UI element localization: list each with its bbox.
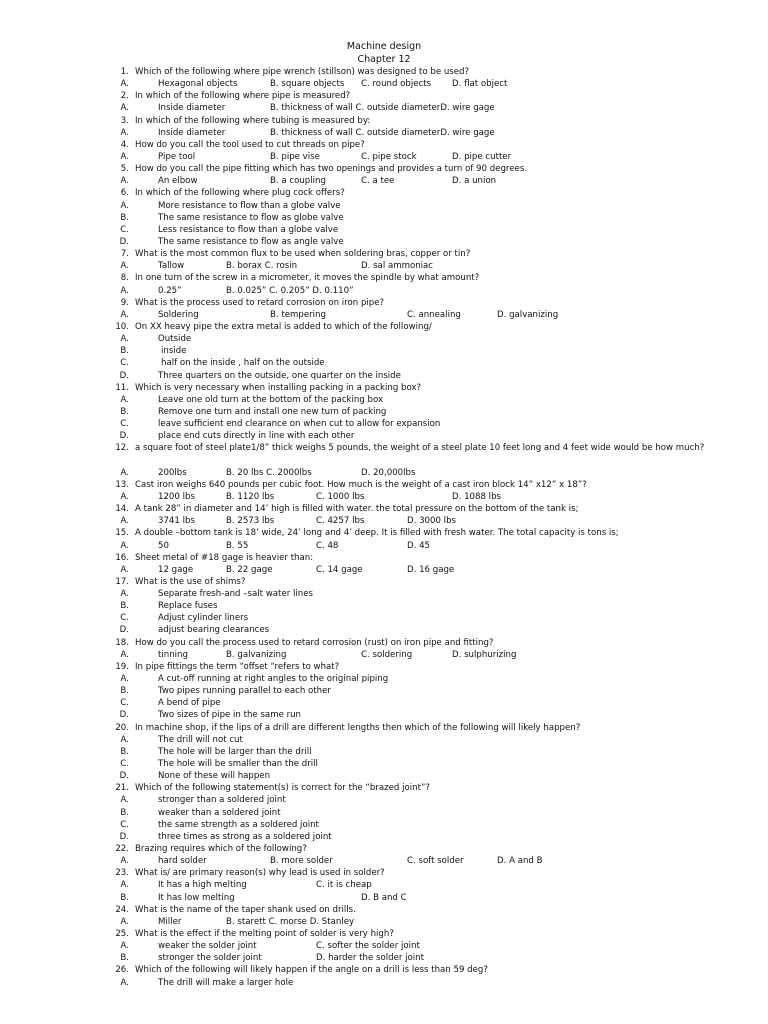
option-b: B. starett C. morse D. Stanley [226, 916, 355, 927]
option-letter: A. [120, 200, 129, 211]
option-b: B. pipe vise [270, 151, 320, 162]
option-letter: A. [120, 103, 129, 114]
question-number: 10. [115, 321, 129, 332]
option-c: C. soft solder [407, 856, 464, 867]
question-11-option-c [0, 418, 768, 430]
option-a: Miller [158, 916, 182, 927]
option-a: Inside diameter [158, 103, 226, 114]
option-d: D. galvanizing [497, 309, 559, 320]
option-a: 0.25” [158, 285, 182, 296]
option-a: Soldering [158, 309, 199, 320]
option-b: B. 22 gage [226, 564, 273, 575]
option-c: C. round objects [361, 79, 432, 90]
option-text: stronger than a soldered joint [158, 795, 286, 806]
option-letter: A. [120, 285, 129, 296]
option-b: B. a coupling [270, 176, 326, 187]
question-25 [0, 928, 768, 940]
question-number: 22. [115, 844, 129, 855]
option-letter: B. [120, 601, 129, 612]
question-6-option-b [0, 212, 768, 224]
option-text: Two sizes of pipe in the same run [158, 710, 302, 721]
question-text: What is/ are primary reason(s) why lead is used in solder? [135, 868, 385, 879]
question-8 [0, 272, 768, 284]
option-b: B. borax C. rosin [226, 261, 298, 272]
option-b: B. 1120 lbs [226, 491, 275, 502]
option-text: Remove one turn and install one new turn of packing [158, 406, 387, 417]
option-letter: C. [120, 224, 129, 235]
question-1 [0, 66, 768, 78]
option-letter: B. [120, 953, 129, 964]
option-b: B. thickness of wall C. outside diameterD. wire gage [270, 103, 495, 114]
option-d: D. 1088 lbs [452, 491, 502, 502]
option-c: C. 48 [316, 540, 339, 551]
question-text: What is the most common flux to be used when soldering bras, copper or tin? [135, 249, 471, 260]
question-9 [0, 297, 768, 309]
question-18 [0, 637, 768, 649]
question-number: 2. [120, 91, 129, 102]
option-b: B. 55 [226, 540, 249, 551]
option-c: C. 14 gage [316, 564, 363, 575]
question-number: 15. [115, 528, 129, 539]
question-5-options [0, 175, 768, 187]
option-letter: A. [120, 79, 129, 90]
option-text: The hole will be smaller than the drill [158, 759, 318, 770]
question-text: Cast iron weighs 640 pounds per cubic foot. How much is the weight of a cast iron block 14” x12” x 18”? [135, 479, 587, 490]
option-b: It has low melting [158, 892, 235, 903]
option-text: Outside [158, 334, 192, 345]
question-5 [0, 163, 768, 175]
option-b: B. 20 lbs C. 2000lbs [226, 467, 312, 478]
option-letter: D. [119, 831, 129, 842]
question-3-options [0, 127, 768, 139]
option-text: A cut-off running at right angles to the original piping [158, 674, 389, 685]
option-letter: B. [120, 746, 129, 757]
option-letter: A. [120, 516, 129, 527]
question-10-option-c [0, 357, 768, 369]
question-text: In one turn of the screw in a micrometer, it moves the spindle by what amount? [135, 273, 480, 284]
option-letter: B. [120, 892, 129, 903]
option-letter: B. [120, 212, 129, 223]
question-text: Which of the following will likely happen if the angle on a drill is less than 59 deg? [135, 965, 488, 976]
option-letter: A. [120, 334, 129, 345]
question-25-options-row-2 [0, 952, 768, 964]
question-6 [0, 187, 768, 199]
question-21-option-a [0, 794, 768, 806]
option-d: D. 20,000lbs [361, 467, 416, 478]
option-c: C. 1000 lbs [316, 491, 365, 502]
option-letter: A. [120, 916, 129, 927]
question-19-option-d [0, 709, 768, 721]
question-13 [0, 479, 768, 491]
option-letter: A. [120, 467, 129, 478]
question-11-option-d [0, 430, 768, 442]
option-a: 12 gage [158, 564, 194, 575]
question-number: 24. [115, 904, 129, 915]
question-number: 8. [120, 273, 129, 284]
question-number: 19. [115, 661, 129, 672]
question-9-options [0, 309, 768, 321]
option-a: tinning [158, 649, 188, 660]
question-20-option-d [0, 770, 768, 782]
question-text: What is the name of the taper shank used on drills. [135, 904, 356, 915]
option-d: D. flat object [452, 79, 508, 90]
question-6-option-d [0, 236, 768, 248]
option-a: Tallow [158, 261, 185, 272]
option-text: The drill will not cut [158, 734, 243, 745]
option-a: An elbow [158, 176, 198, 187]
question-6-option-c [0, 224, 768, 236]
question-17-option-d [0, 624, 768, 636]
option-letter: A. [120, 151, 129, 162]
option-letter: C. [120, 358, 129, 369]
question-16-options [0, 564, 768, 576]
question-number: 14. [115, 504, 129, 515]
option-b: B. more solder [270, 856, 333, 867]
question-text: What is the use of shims? [135, 576, 246, 587]
option-letter: D. [119, 771, 129, 782]
question-number: 1. [120, 67, 129, 77]
question-text: In which of the following where plug cock offers? [135, 188, 345, 199]
option-text: leave sufficient end clearance on when cut to allow for expansion [158, 419, 441, 430]
question-number: 25. [115, 929, 129, 939]
question-text: In pipe fittings the term “offset “refers to what? [135, 661, 340, 672]
question-number: 5. [120, 164, 129, 175]
document-title: Machine design [346, 41, 422, 52]
question-text: How do you call the process used to retard corrosion (rust) on iron pipe and fitting? [135, 637, 494, 648]
option-b: B. 0.025” C. 0.205” D. 0.110” [226, 285, 354, 296]
question-13-options [0, 491, 768, 503]
question-4-options [0, 151, 768, 163]
option-letter: A. [120, 795, 129, 806]
option-a: hard solder [158, 856, 207, 867]
question-11 [0, 382, 768, 394]
question-number: 26. [115, 965, 129, 976]
question-text: A double –bottom tank is 18’ wide, 24’ long and 4’ deep. It is filled with fresh water. The total capacity is tons is; [135, 528, 619, 539]
question-number: 17. [115, 576, 129, 587]
option-d: D. 3000 lbs [407, 516, 457, 527]
question-23 [0, 867, 768, 879]
option-letter: B. [120, 406, 129, 417]
question-23-options-row-2 [0, 892, 768, 904]
option-b: B. square objects [270, 79, 345, 90]
option-d: D. harder the solder joint [316, 953, 424, 964]
option-c: C. it is cheap [316, 880, 372, 891]
question-text: What is the process used to retard corrosion on iron pipe? [135, 297, 385, 308]
option-letter: C. [120, 419, 129, 430]
option-letter: A. [120, 649, 129, 660]
option-c: C. pipe stock [361, 151, 417, 162]
question-21-option-c [0, 819, 768, 831]
question-number: 21. [115, 783, 129, 794]
option-a: Pipe tool [158, 151, 196, 162]
option-c: C. annealing [407, 309, 461, 320]
question-text: Which of the following statement(s) is correct for the “brazed joint”? [135, 783, 430, 794]
chapter-heading: Chapter 12 [357, 54, 411, 65]
question-26-option-a [0, 977, 768, 989]
option-text: Separate fresh-and –salt water lines [158, 589, 313, 600]
question-15-options [0, 540, 768, 552]
option-letter: B. [120, 807, 129, 818]
option-text: the same strength as a soldered joint [158, 819, 319, 830]
option-d: D. sal ammoniac [361, 261, 434, 272]
option-d: D. a union [452, 176, 497, 187]
question-text: In machine shop, if the lips of a drill are different lengths then which of the following will likely happen? [135, 722, 581, 733]
option-letter: A. [120, 491, 129, 502]
question-number: 9. [120, 297, 129, 308]
option-letter: D. [119, 625, 129, 636]
option-letter: A. [120, 674, 129, 685]
option-text: A bend of pipe [158, 698, 221, 709]
option-letter: A. [120, 734, 129, 745]
question-22-options [0, 855, 768, 867]
option-text: Two pipes running parallel to each other [158, 686, 331, 697]
option-letter: C. [120, 613, 129, 624]
option-a: 3741 lbs [158, 516, 195, 527]
question-16 [0, 552, 768, 564]
question-19 [0, 661, 768, 673]
option-text: place end cuts directly in line with each other [158, 431, 355, 442]
question-10 [0, 321, 768, 333]
question-text: Sheet metal of #18 gage is heavier than: [135, 552, 314, 563]
question-3 [0, 115, 768, 127]
option-text: The drill will make a larger hole [158, 977, 294, 988]
option-letter: D. [119, 710, 129, 721]
option-text: Adjust cylinder liners [158, 613, 249, 624]
option-a: 200lbs [158, 467, 187, 478]
question-text: How do you call the tool used to cut threads on pipe? [135, 139, 365, 150]
question-number: 20. [115, 722, 129, 733]
question-25-options-row-1 [0, 940, 768, 952]
option-text: Replace fuses [158, 601, 218, 612]
question-22 [0, 843, 768, 855]
option-letter: D. [119, 236, 129, 247]
question-14 [0, 503, 768, 515]
question-23-options-row-1 [0, 879, 768, 891]
option-c: C. soldering [361, 649, 413, 660]
option-letter: A. [120, 127, 129, 138]
option-b: B. thickness of wall C. outside diameterD. wire gage [270, 127, 495, 138]
question-11-option-b [0, 406, 768, 418]
question-number: 7. [120, 249, 129, 260]
option-text: inside [161, 346, 187, 357]
question-20-option-b [0, 746, 768, 758]
option-text: three times as strong as a soldered joint [158, 831, 332, 842]
question-list [0, 66, 768, 989]
option-a: Inside diameter [158, 127, 226, 138]
question-number: 6. [120, 188, 129, 199]
option-letter: A. [120, 261, 129, 272]
question-number: 13. [115, 479, 129, 490]
option-letter: A. [120, 880, 129, 891]
question-text: Which of the following where pipe wrench (stillson) was designed to be used? [135, 67, 470, 77]
question-text: Brazing requires which of the following? [135, 844, 307, 855]
question-text: Which is very necessary when installing packing in a packing box? [135, 382, 422, 393]
option-text: The same resistance to flow as globe valve [158, 212, 344, 223]
question-7 [0, 248, 768, 260]
question-20-option-c [0, 758, 768, 770]
option-d: D. 45 [407, 540, 431, 551]
option-letter: A. [120, 941, 129, 952]
option-letter: D. [119, 370, 129, 381]
option-c: C. 4257 lbs [316, 516, 365, 527]
question-14-options [0, 515, 768, 527]
question-10-option-d [0, 370, 768, 382]
option-letter: A. [120, 977, 129, 988]
question-10-option-b [0, 345, 768, 357]
question-1-options [0, 78, 768, 90]
question-17-option-a [0, 588, 768, 600]
question-8-options [0, 285, 768, 297]
question-24-options [0, 916, 768, 928]
question-number: 3. [120, 115, 129, 126]
question-21-option-d [0, 831, 768, 843]
question-21 [0, 782, 768, 794]
question-6-option-a [0, 200, 768, 212]
question-17-option-b [0, 600, 768, 612]
option-text: Leave one old turn at the bottom of the packing box [158, 394, 384, 405]
question-24 [0, 904, 768, 916]
option-letter: B. [120, 346, 129, 357]
option-d: D. pipe cutter [452, 151, 512, 162]
question-number: 12. [115, 443, 129, 454]
question-text: In which of the following where tubing is measured by: [135, 115, 371, 126]
question-20 [0, 722, 768, 734]
option-a: 50 [158, 540, 169, 551]
option-letter: B. [120, 686, 129, 697]
question-text: a square foot of steel plate1/8” thick weighs 5 pounds, the weight of a steel plate 10 feet long and 4 feet wide would be how much? [135, 443, 705, 454]
option-a: Hexagonal objects [158, 79, 238, 90]
option-letter: C. [120, 698, 129, 709]
option-letter: A. [120, 394, 129, 405]
option-b: stronger the solder joint [158, 953, 262, 964]
option-letter: A. [120, 176, 129, 187]
question-18-options [0, 649, 768, 661]
question-4 [0, 139, 768, 151]
option-a: It has a high melting [158, 880, 247, 891]
question-number: 18. [115, 637, 129, 648]
option-letter: A. [120, 564, 129, 575]
question-26 [0, 964, 768, 976]
option-d: D. B and C [361, 892, 407, 903]
question-text: In which of the following where pipe is measured? [135, 91, 351, 102]
option-a: weaker the solder joint [158, 941, 257, 952]
question-12-options [0, 467, 768, 479]
option-text: None of these will happen [158, 771, 271, 782]
question-text: A tank 28” in diameter and 14’ high is filled with water. the total pressure on the bottom of the tank is; [135, 504, 579, 515]
option-letter: A. [120, 589, 129, 600]
option-a: 1200 lbs [158, 491, 195, 502]
question-text: What is the effect if the melting point of solder is very high? [135, 929, 394, 939]
question-11-option-a [0, 394, 768, 406]
option-letter: C. [120, 759, 129, 770]
option-text: The same resistance to flow as angle valve [158, 236, 344, 247]
question-12 [0, 442, 768, 466]
option-letter: C. [120, 819, 129, 830]
question-2-options [0, 102, 768, 114]
option-letter: A. [120, 540, 129, 551]
option-b: B. 2573 lbs [226, 516, 275, 527]
option-letter: D. [119, 431, 129, 442]
option-d: D. 16 gage [407, 564, 455, 575]
option-d: D. A and B [497, 856, 543, 867]
question-19-option-a [0, 673, 768, 685]
question-19-option-b [0, 685, 768, 697]
question-19-option-c [0, 697, 768, 709]
question-text: How do you call the pipe fitting which has two openings and provides a turn of 90 degrees. [135, 164, 528, 175]
question-7-options [0, 260, 768, 272]
option-text: Three quarters on the outside, one quarter on the inside [158, 370, 401, 381]
option-letter: A. [120, 309, 129, 320]
question-17 [0, 576, 768, 588]
question-21-option-b [0, 807, 768, 819]
option-text: More resistance to flow than a globe valve [158, 200, 341, 211]
option-c: C. a tee [361, 176, 395, 187]
question-17-option-c [0, 612, 768, 624]
question-20-option-a [0, 734, 768, 746]
option-letter: A. [120, 856, 129, 867]
option-c: C. softer the solder joint [316, 941, 420, 952]
option-d: D. sulphurizing [452, 649, 517, 660]
question-number: 16. [115, 552, 129, 563]
question-10-option-a [0, 333, 768, 345]
option-text: The hole will be larger than the drill [158, 746, 312, 757]
option-text: weaker than a soldered joint [158, 807, 281, 818]
question-15 [0, 527, 768, 539]
question-number: 23. [115, 868, 129, 879]
option-b: B. galvanizing [226, 649, 287, 660]
option-text: half on the inside , half on the outside [161, 358, 325, 369]
question-2 [0, 90, 768, 102]
option-text: adjust bearing clearances [158, 625, 270, 636]
question-text: On XX heavy pipe the extra metal is added to which of the following/ [135, 321, 432, 332]
option-b: B. tempering [270, 309, 326, 320]
question-number: 4. [120, 139, 129, 150]
question-number: 11. [115, 382, 129, 393]
option-text: Less resistance to flow than a globe valve [158, 224, 339, 235]
